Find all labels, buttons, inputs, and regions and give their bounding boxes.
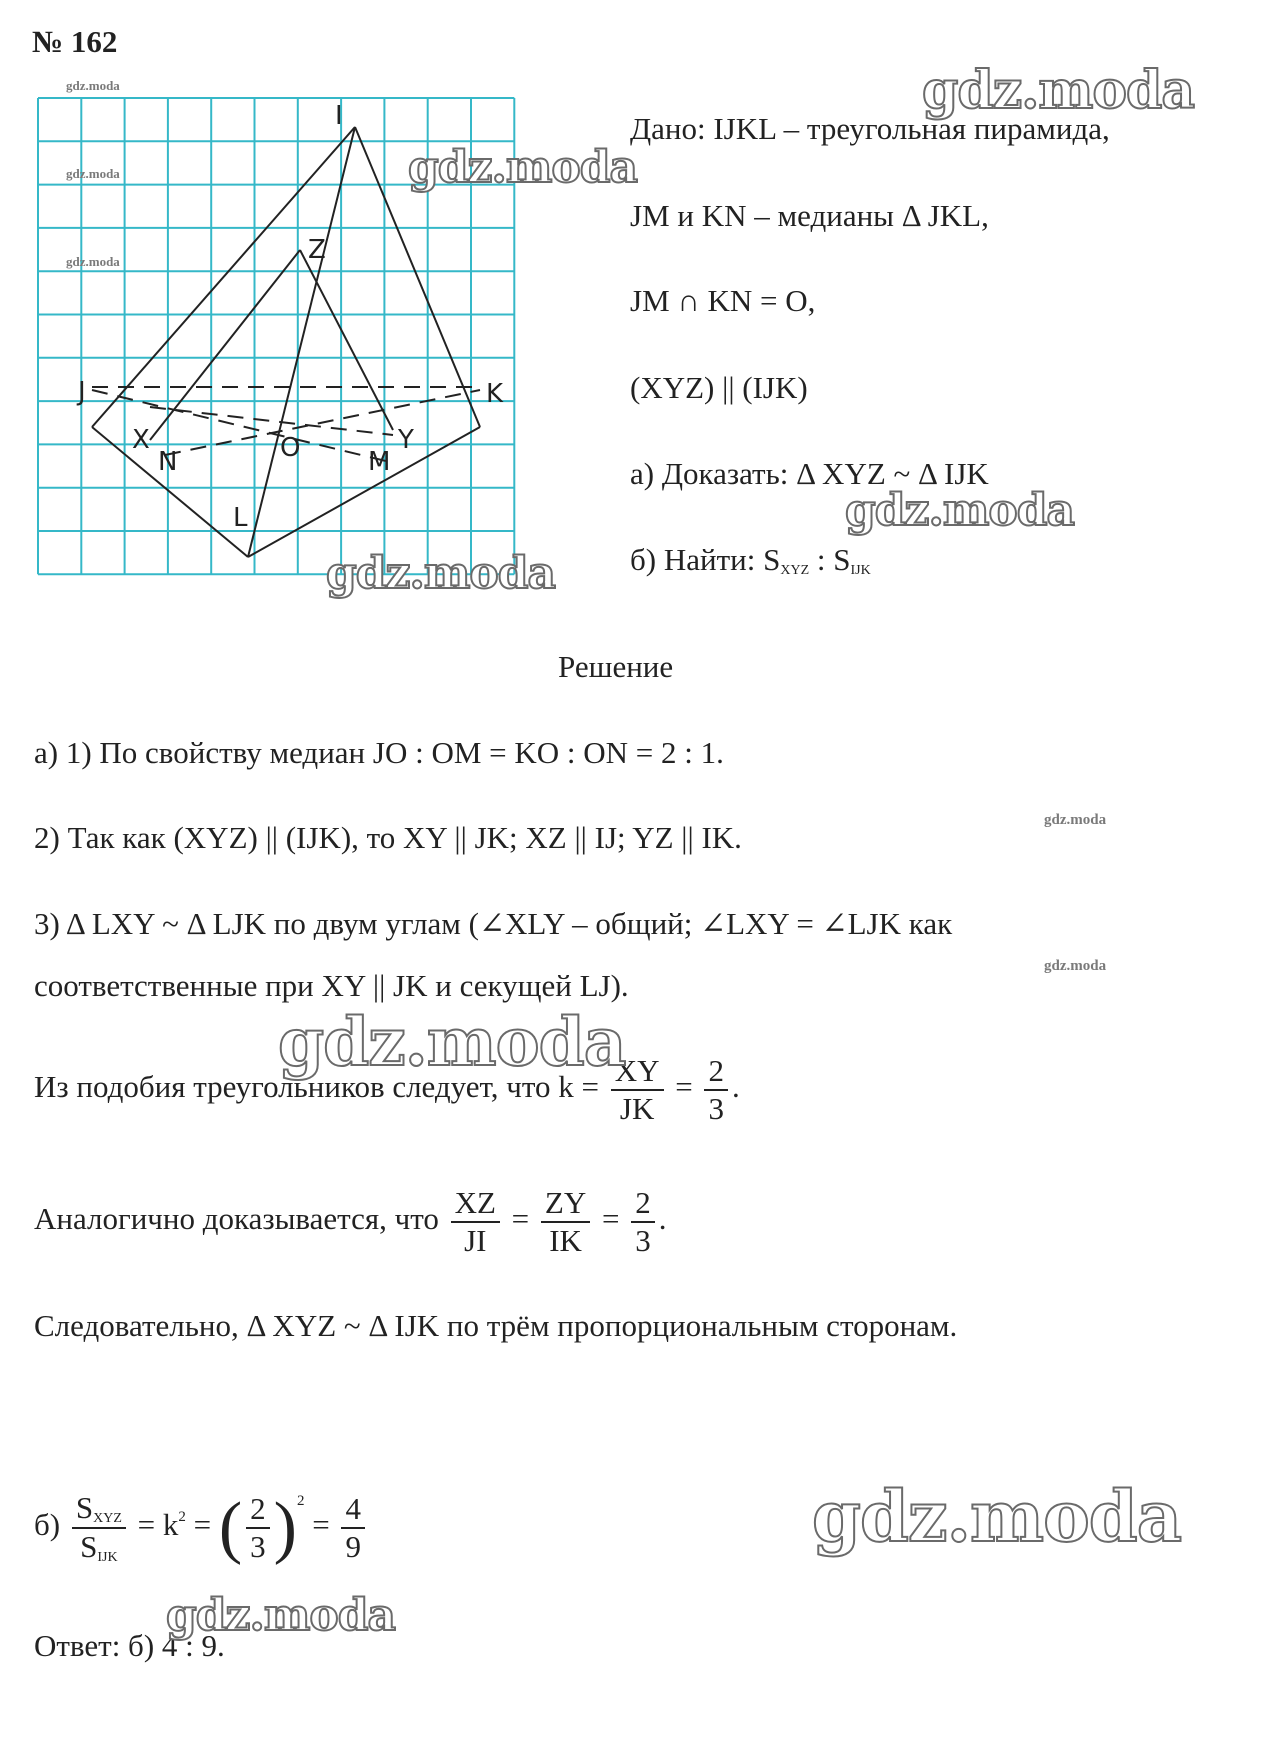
label-k: K — [486, 379, 504, 409]
fraction-two-thirds — [631, 1185, 655, 1258]
label-m: M — [368, 447, 391, 477]
label-l: L — [233, 503, 248, 533]
label-n: N — [158, 447, 178, 477]
fraction-den: 3 — [708, 1090, 724, 1126]
watermark-small: gdz.moda — [1044, 812, 1107, 828]
problem-number: № 162 — [32, 24, 118, 59]
fraction-den: JI — [464, 1222, 487, 1258]
given-prove: а) Доказать: Δ XYZ ~ Δ IJK — [630, 456, 989, 491]
watermark-small: gdz.moda — [66, 78, 120, 93]
equals-sign: = — [312, 1507, 330, 1543]
similarity-text: Из подобия треугольников следует, что k = — [34, 1068, 599, 1104]
label-i: I — [335, 101, 343, 131]
label-z: Z — [308, 235, 326, 265]
k-letter: k — [162, 1507, 179, 1543]
solution-step-3b: соответственные при XY || JK и секущей LJ). — [34, 968, 629, 1003]
square-exponent: 2 — [178, 1509, 186, 1526]
s-sub: XYZ — [93, 1511, 122, 1526]
label-x: X — [132, 425, 150, 455]
equals-sign: = — [137, 1507, 156, 1543]
given-line-2: JM и KN – медианы Δ JKL, — [630, 198, 989, 233]
fraction-num: 2 — [704, 1053, 728, 1091]
analog-line — [34, 1185, 666, 1258]
watermark: gdz.moda — [166, 1590, 396, 1641]
label-j: J — [78, 377, 86, 407]
equals-sign: = — [601, 1200, 620, 1236]
watermark: gdz.moda — [922, 60, 1195, 121]
fraction-num: XZ — [451, 1185, 500, 1223]
fraction-num: 2 — [246, 1491, 270, 1529]
s-xyz: S — [763, 542, 781, 577]
fraction-area-ratio — [72, 1490, 126, 1566]
watermark: gdz.moda — [326, 548, 556, 599]
edge-ij — [92, 127, 355, 427]
fraction-den: 9 — [345, 1529, 361, 1565]
fraction-num: ZY — [541, 1185, 590, 1223]
fraction-xz-ji — [451, 1185, 500, 1258]
watermark-small: gdz.moda — [66, 166, 120, 181]
fraction-den — [72, 1529, 126, 1566]
solution-heading: Решение — [558, 649, 674, 684]
fraction-den: JK — [619, 1090, 655, 1126]
watermark-small: gdz.moda — [66, 254, 120, 269]
right-paren: ) — [273, 1489, 297, 1567]
label-o: O — [280, 433, 301, 463]
solution-step-2: 2) Так как (XYZ) || (IJK), то XY || JK; XZ || IJ; YZ || IK. — [34, 820, 742, 855]
period: . — [658, 1200, 667, 1236]
watermark: gdz.moda — [845, 485, 1075, 536]
fraction-two-thirds — [246, 1491, 270, 1564]
edge-zy — [300, 250, 393, 430]
edge-il — [248, 127, 355, 557]
conclusion-line: Следовательно, Δ XYZ ~ Δ IJK по трём пропорциональным сторонам. — [34, 1308, 958, 1343]
part-b-label: б) — [34, 1507, 61, 1543]
equals-sign: = — [511, 1200, 530, 1236]
s-ijk-sub: IJK — [850, 563, 871, 578]
find-label: б) Найти: — [630, 542, 764, 577]
label-y: Y — [398, 425, 414, 455]
answer-line: Ответ: б) 4 : 9. — [34, 1628, 225, 1663]
fraction-two-thirds — [704, 1053, 728, 1126]
square-exponent: 2 — [296, 1493, 305, 1510]
fraction-den: IK — [549, 1222, 582, 1258]
given-line-1: Дано: IJKL – треугольная пирамида, — [630, 111, 1110, 146]
fraction-den: 3 — [250, 1529, 266, 1565]
given-line-3: JM ∩ KN = O, — [630, 283, 816, 318]
given-line-4: (XYZ) || (IJK) — [630, 370, 808, 405]
watermark: gdz.moda — [408, 142, 638, 193]
s-letter: S — [80, 1529, 98, 1565]
watermark: gdz.moda — [812, 1475, 1182, 1558]
s-xyz-sub: XYZ — [780, 563, 810, 578]
watermark-small: gdz.moda — [1044, 958, 1107, 974]
solution-step-1: а) 1) По свойству медиан JO : OM = KO : ON = 2 : 1. — [34, 735, 724, 770]
segment-xy-hidden — [150, 407, 393, 435]
fraction-num: 2 — [631, 1185, 655, 1223]
analog-text: Аналогично доказывается, что — [34, 1200, 439, 1236]
equals-sign: = — [675, 1068, 693, 1104]
part-b-formula — [34, 1490, 369, 1566]
s-sub: IJK — [97, 1550, 118, 1566]
fraction-num: 4 — [341, 1491, 365, 1529]
find-colon: : — [809, 542, 834, 577]
given-find — [630, 544, 871, 578]
watermark: gdz.moda — [278, 1003, 626, 1081]
edge-zx — [150, 250, 300, 440]
left-paren: ( — [218, 1489, 243, 1567]
fraction-num — [72, 1490, 126, 1529]
fraction-den: 3 — [635, 1222, 651, 1258]
fraction-four-ninths — [341, 1491, 365, 1564]
s-letter: S — [75, 1490, 94, 1525]
solution-step-3a: 3) Δ LXY ~ Δ LJK по двум углам (∠XLY – общий; ∠LXY = ∠LJK как — [34, 906, 953, 941]
period: . — [731, 1068, 740, 1104]
s-ijk: S — [833, 542, 851, 577]
fraction-zy-ik — [541, 1185, 590, 1258]
fraction-num: XY — [611, 1053, 664, 1091]
equals-sign: = — [193, 1507, 212, 1543]
